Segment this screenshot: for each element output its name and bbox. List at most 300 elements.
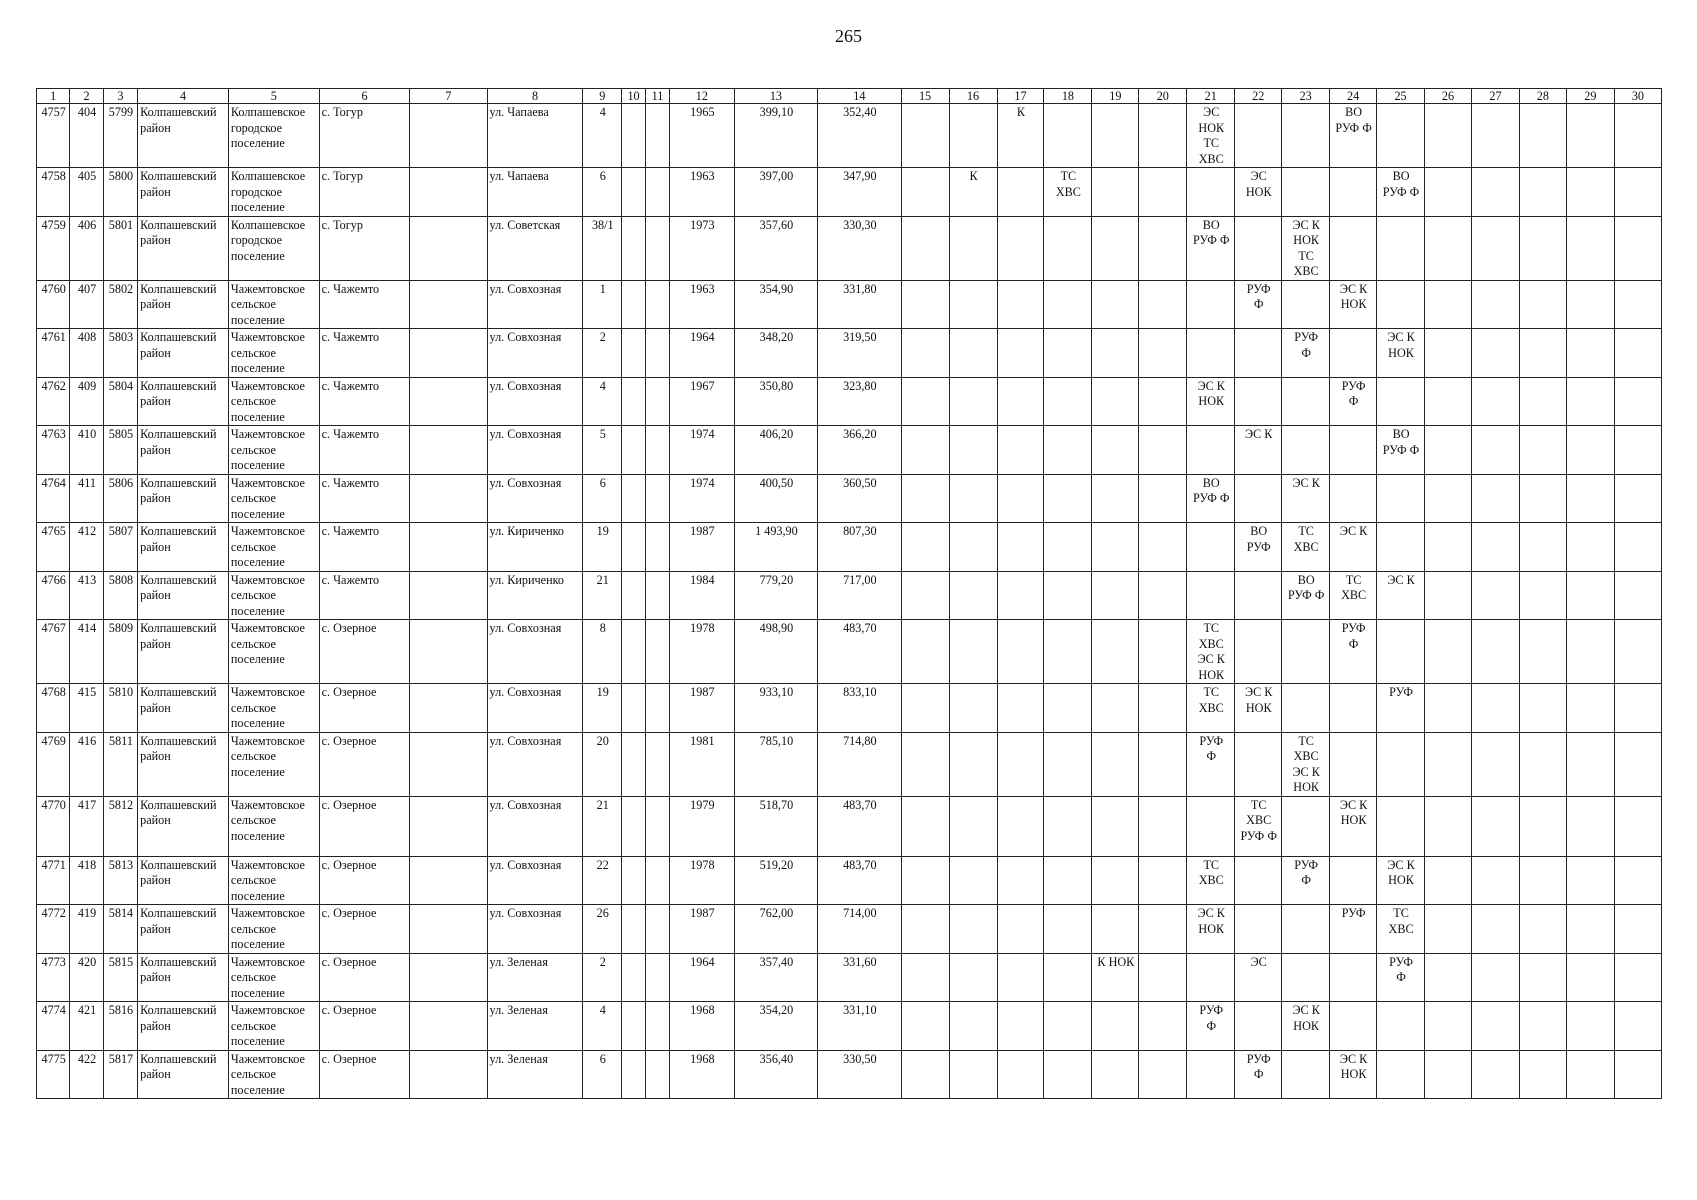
cell-col-13: 354,20: [734, 1002, 817, 1051]
cell-col-14: 331,10: [818, 1002, 901, 1051]
cell-col-5: Чажемтовское сельское поселение: [228, 856, 319, 905]
cell-col-19: [1092, 474, 1139, 523]
cell-col-26: [1425, 620, 1472, 684]
cell-col-24: [1330, 684, 1377, 733]
cell-col-3: 5811: [103, 732, 137, 796]
cell-col-18: [1044, 329, 1092, 378]
cell-col-1: 4758: [37, 168, 70, 217]
cell-col-5: Чажемтовское сельское поселение: [228, 571, 319, 620]
column-header-24: 24: [1330, 89, 1377, 104]
cell-col-9: 19: [583, 684, 622, 733]
cell-col-7: [410, 104, 487, 168]
cell-col-9: 22: [583, 856, 622, 905]
cell-col-11: [646, 523, 670, 572]
cell-col-23: ТС ХВС: [1282, 523, 1330, 572]
cell-col-9: 21: [583, 571, 622, 620]
column-header-21: 21: [1187, 89, 1235, 104]
cell-col-15: [901, 426, 949, 475]
cell-col-12: 1974: [670, 474, 735, 523]
cell-col-28: [1519, 523, 1566, 572]
cell-col-27: [1471, 329, 1519, 378]
table-row: [37, 953, 1662, 1002]
cell-col-14: 352,40: [818, 104, 901, 168]
column-header-8: 8: [487, 89, 583, 104]
cell-col-20: [1139, 280, 1187, 329]
cell-col-17: [997, 377, 1044, 426]
table-row: [37, 168, 1662, 217]
cell-col-16: [949, 426, 997, 475]
cell-col-13: 348,20: [734, 329, 817, 378]
column-header-6: 6: [319, 89, 410, 104]
cell-col-15: [901, 856, 949, 905]
cell-col-1: 4775: [37, 1050, 70, 1099]
cell-col-5: Чажемтовское сельское поселение: [228, 1002, 319, 1051]
cell-col-23: [1282, 1050, 1330, 1099]
cell-col-30: [1614, 329, 1661, 378]
cell-col-25: [1377, 104, 1425, 168]
cell-col-11: [646, 732, 670, 796]
cell-col-3: 5813: [103, 856, 137, 905]
cell-col-12: 1987: [670, 684, 735, 733]
cell-col-23: [1282, 426, 1330, 475]
cell-col-2: 413: [70, 571, 103, 620]
table-row: [37, 905, 1662, 954]
cell-col-13: 357,40: [734, 953, 817, 1002]
cell-col-13: 400,50: [734, 474, 817, 523]
cell-col-19: [1092, 280, 1139, 329]
cell-col-12: 1978: [670, 620, 735, 684]
cell-col-18: [1044, 953, 1092, 1002]
table-row: [37, 571, 1662, 620]
cell-col-24: ТС ХВС: [1330, 571, 1377, 620]
cell-col-2: 405: [70, 168, 103, 217]
cell-col-18: ТС ХВС: [1044, 168, 1092, 217]
cell-col-15: [901, 329, 949, 378]
cell-col-29: [1566, 732, 1614, 796]
cell-col-1: 4757: [37, 104, 70, 168]
cell-col-27: [1471, 168, 1519, 217]
cell-col-11: [646, 1002, 670, 1051]
cell-col-26: [1425, 474, 1472, 523]
cell-col-3: 5816: [103, 1002, 137, 1051]
cell-col-7: [410, 377, 487, 426]
cell-col-24: РУФ: [1330, 905, 1377, 954]
cell-col-15: [901, 104, 949, 168]
cell-col-12: 1968: [670, 1002, 735, 1051]
cell-col-25: [1377, 732, 1425, 796]
cell-col-21: [1187, 426, 1235, 475]
cell-col-26: [1425, 571, 1472, 620]
cell-col-16: [949, 1002, 997, 1051]
column-header-29: 29: [1566, 89, 1614, 104]
cell-col-14: 714,80: [818, 732, 901, 796]
cell-col-7: [410, 426, 487, 475]
cell-col-3: 5808: [103, 571, 137, 620]
cell-col-5: Колпашевское городское поселение: [228, 168, 319, 217]
cell-col-1: 4767: [37, 620, 70, 684]
cell-col-29: [1566, 377, 1614, 426]
cell-col-21: [1187, 329, 1235, 378]
cell-col-10: [622, 377, 646, 426]
cell-col-27: [1471, 523, 1519, 572]
cell-col-3: 5800: [103, 168, 137, 217]
cell-col-26: [1425, 684, 1472, 733]
cell-col-22: [1235, 1002, 1282, 1051]
cell-col-30: [1614, 684, 1661, 733]
column-header-11: 11: [646, 89, 670, 104]
cell-col-6: с. Чажемто: [319, 329, 410, 378]
cell-col-19: [1092, 1002, 1139, 1051]
cell-col-30: [1614, 1050, 1661, 1099]
cell-col-12: 1973: [670, 216, 735, 280]
cell-col-18: [1044, 856, 1092, 905]
cell-col-24: [1330, 1002, 1377, 1051]
cell-col-10: [622, 474, 646, 523]
cell-col-4: Колпашевский район: [138, 474, 229, 523]
cell-col-14: 331,60: [818, 953, 901, 1002]
cell-col-12: 1978: [670, 856, 735, 905]
cell-col-11: [646, 796, 670, 856]
cell-col-15: [901, 953, 949, 1002]
cell-col-6: с. Озерное: [319, 905, 410, 954]
cell-col-5: Чажемтовское сельское поселение: [228, 620, 319, 684]
cell-col-21: ВО РУФ Ф: [1187, 216, 1235, 280]
column-header-28: 28: [1519, 89, 1566, 104]
cell-col-20: [1139, 104, 1187, 168]
cell-col-5: Колпашевское городское поселение: [228, 104, 319, 168]
cell-col-23: [1282, 377, 1330, 426]
cell-col-2: 407: [70, 280, 103, 329]
cell-col-21: ВО РУФ Ф: [1187, 474, 1235, 523]
cell-col-25: ТС ХВС: [1377, 905, 1425, 954]
table-row: [37, 377, 1662, 426]
cell-col-22: ЭС: [1235, 953, 1282, 1002]
cell-col-28: [1519, 104, 1566, 168]
cell-col-22: [1235, 377, 1282, 426]
cell-col-27: [1471, 953, 1519, 1002]
cell-col-22: РУФ Ф: [1235, 280, 1282, 329]
cell-col-29: [1566, 104, 1614, 168]
cell-col-6: с. Чажемто: [319, 474, 410, 523]
cell-col-4: Колпашевский район: [138, 280, 229, 329]
cell-col-2: 420: [70, 953, 103, 1002]
cell-col-14: 833,10: [818, 684, 901, 733]
cell-col-29: [1566, 523, 1614, 572]
cell-col-9: 6: [583, 474, 622, 523]
cell-col-4: Колпашевский район: [138, 329, 229, 378]
cell-col-2: 414: [70, 620, 103, 684]
cell-col-1: 4768: [37, 684, 70, 733]
cell-col-21: [1187, 523, 1235, 572]
cell-col-5: Чажемтовское сельское поселение: [228, 329, 319, 378]
cell-col-26: [1425, 280, 1472, 329]
cell-col-28: [1519, 280, 1566, 329]
table-row: [37, 280, 1662, 329]
cell-col-12: 1963: [670, 280, 735, 329]
cell-col-29: [1566, 571, 1614, 620]
cell-col-9: 4: [583, 104, 622, 168]
cell-col-21: [1187, 953, 1235, 1002]
cell-col-29: [1566, 216, 1614, 280]
cell-col-19: [1092, 796, 1139, 856]
cell-col-20: [1139, 905, 1187, 954]
cell-col-24: [1330, 216, 1377, 280]
cell-col-4: Колпашевский район: [138, 684, 229, 733]
housing-register-table: [36, 88, 1662, 1099]
cell-col-20: [1139, 329, 1187, 378]
cell-col-9: 20: [583, 732, 622, 796]
cell-col-27: [1471, 1050, 1519, 1099]
cell-col-28: [1519, 732, 1566, 796]
cell-col-17: [997, 905, 1044, 954]
cell-col-16: [949, 474, 997, 523]
cell-col-19: [1092, 684, 1139, 733]
cell-col-1: 4761: [37, 329, 70, 378]
column-header-25: 25: [1377, 89, 1425, 104]
cell-col-12: 1979: [670, 796, 735, 856]
cell-col-15: [901, 1050, 949, 1099]
cell-col-13: 356,40: [734, 1050, 817, 1099]
cell-col-19: К НОК: [1092, 953, 1139, 1002]
cell-col-9: 8: [583, 620, 622, 684]
table-row: [37, 732, 1662, 796]
cell-col-7: [410, 1002, 487, 1051]
cell-col-18: [1044, 684, 1092, 733]
cell-col-14: 483,70: [818, 856, 901, 905]
cell-col-29: [1566, 280, 1614, 329]
cell-col-16: [949, 796, 997, 856]
cell-col-28: [1519, 856, 1566, 905]
cell-col-26: [1425, 1002, 1472, 1051]
cell-col-10: [622, 684, 646, 733]
cell-col-10: [622, 280, 646, 329]
cell-col-1: 4773: [37, 953, 70, 1002]
cell-col-25: [1377, 1050, 1425, 1099]
cell-col-17: [997, 571, 1044, 620]
cell-col-15: [901, 620, 949, 684]
cell-col-13: 519,20: [734, 856, 817, 905]
cell-col-25: ВО РУФ Ф: [1377, 168, 1425, 217]
cell-col-2: 406: [70, 216, 103, 280]
cell-col-13: 350,80: [734, 377, 817, 426]
cell-col-9: 2: [583, 953, 622, 1002]
cell-col-4: Колпашевский район: [138, 168, 229, 217]
cell-col-23: [1282, 104, 1330, 168]
cell-col-20: [1139, 953, 1187, 1002]
cell-col-11: [646, 426, 670, 475]
cell-col-18: [1044, 796, 1092, 856]
cell-col-10: [622, 168, 646, 217]
cell-col-26: [1425, 523, 1472, 572]
cell-col-5: Чажемтовское сельское поселение: [228, 280, 319, 329]
cell-col-9: 21: [583, 796, 622, 856]
column-header-9: 9: [583, 89, 622, 104]
cell-col-27: [1471, 905, 1519, 954]
cell-col-26: [1425, 216, 1472, 280]
column-header-15: 15: [901, 89, 949, 104]
cell-col-4: Колпашевский район: [138, 426, 229, 475]
cell-col-6: с. Озерное: [319, 953, 410, 1002]
cell-col-1: 4763: [37, 426, 70, 475]
cell-col-29: [1566, 856, 1614, 905]
cell-col-13: 498,90: [734, 620, 817, 684]
cell-col-22: [1235, 620, 1282, 684]
cell-col-2: 419: [70, 905, 103, 954]
cell-col-27: [1471, 571, 1519, 620]
cell-col-27: [1471, 620, 1519, 684]
cell-col-10: [622, 796, 646, 856]
cell-col-2: 411: [70, 474, 103, 523]
cell-col-30: [1614, 280, 1661, 329]
cell-col-3: 5801: [103, 216, 137, 280]
cell-col-27: [1471, 1002, 1519, 1051]
cell-col-13: 762,00: [734, 905, 817, 954]
cell-col-8: ул. Зеленая: [487, 1050, 583, 1099]
cell-col-20: [1139, 474, 1187, 523]
cell-col-21: [1187, 571, 1235, 620]
cell-col-24: РУФ Ф: [1330, 377, 1377, 426]
cell-col-6: с. Чажемто: [319, 377, 410, 426]
cell-col-21: ЭС К НОК: [1187, 905, 1235, 954]
cell-col-6: с. Чажемто: [319, 523, 410, 572]
cell-col-15: [901, 377, 949, 426]
cell-col-8: ул. Совхозная: [487, 329, 583, 378]
cell-col-7: [410, 523, 487, 572]
cell-col-20: [1139, 377, 1187, 426]
cell-col-18: [1044, 377, 1092, 426]
cell-col-28: [1519, 684, 1566, 733]
cell-col-11: [646, 329, 670, 378]
cell-col-25: [1377, 796, 1425, 856]
column-header-7: 7: [410, 89, 487, 104]
cell-col-16: [949, 377, 997, 426]
cell-col-8: ул. Зеленая: [487, 953, 583, 1002]
cell-col-20: [1139, 571, 1187, 620]
cell-col-16: [949, 104, 997, 168]
cell-col-16: [949, 684, 997, 733]
cell-col-29: [1566, 168, 1614, 217]
cell-col-21: [1187, 796, 1235, 856]
cell-col-24: [1330, 329, 1377, 378]
cell-col-4: Колпашевский район: [138, 1002, 229, 1051]
cell-col-7: [410, 571, 487, 620]
cell-col-1: 4771: [37, 856, 70, 905]
cell-col-12: 1967: [670, 377, 735, 426]
cell-col-6: с. Озерное: [319, 796, 410, 856]
cell-col-3: 5799: [103, 104, 137, 168]
cell-col-22: [1235, 474, 1282, 523]
cell-col-16: [949, 523, 997, 572]
cell-col-16: [949, 953, 997, 1002]
cell-col-25: ЭС К НОК: [1377, 329, 1425, 378]
cell-col-14: 483,70: [818, 620, 901, 684]
cell-col-2: 410: [70, 426, 103, 475]
cell-col-23: [1282, 905, 1330, 954]
cell-col-5: Чажемтовское сельское поселение: [228, 523, 319, 572]
cell-col-3: 5809: [103, 620, 137, 684]
column-header-30: 30: [1614, 89, 1661, 104]
cell-col-9: 6: [583, 168, 622, 217]
cell-col-2: 421: [70, 1002, 103, 1051]
cell-col-12: 1968: [670, 1050, 735, 1099]
cell-col-26: [1425, 329, 1472, 378]
column-header-2: 2: [70, 89, 103, 104]
table-body: [37, 104, 1662, 1099]
cell-col-21: ЭС НОК ТС ХВС: [1187, 104, 1235, 168]
cell-col-4: Колпашевский район: [138, 953, 229, 1002]
cell-col-23: РУФ Ф: [1282, 329, 1330, 378]
cell-col-12: 1974: [670, 426, 735, 475]
column-header-10: 10: [622, 89, 646, 104]
cell-col-22: [1235, 216, 1282, 280]
cell-col-17: [997, 1050, 1044, 1099]
cell-col-28: [1519, 796, 1566, 856]
cell-col-19: [1092, 620, 1139, 684]
cell-col-10: [622, 104, 646, 168]
cell-col-24: [1330, 732, 1377, 796]
cell-col-22: [1235, 329, 1282, 378]
cell-col-20: [1139, 216, 1187, 280]
cell-col-8: ул. Совхозная: [487, 280, 583, 329]
cell-col-19: [1092, 377, 1139, 426]
cell-col-25: [1377, 523, 1425, 572]
column-header-17: 17: [997, 89, 1044, 104]
cell-col-7: [410, 796, 487, 856]
column-header-20: 20: [1139, 89, 1187, 104]
cell-col-19: [1092, 168, 1139, 217]
column-header-16: 16: [949, 89, 997, 104]
cell-col-16: [949, 280, 997, 329]
cell-col-12: 1987: [670, 905, 735, 954]
cell-col-8: ул. Совхозная: [487, 426, 583, 475]
cell-col-14: 360,50: [818, 474, 901, 523]
cell-col-8: ул. Совхозная: [487, 732, 583, 796]
cell-col-30: [1614, 856, 1661, 905]
cell-col-10: [622, 523, 646, 572]
cell-col-22: ЭС К НОК: [1235, 684, 1282, 733]
cell-col-14: 714,00: [818, 905, 901, 954]
cell-col-6: с. Чажемто: [319, 280, 410, 329]
cell-col-14: 347,90: [818, 168, 901, 217]
cell-col-17: [997, 474, 1044, 523]
cell-col-30: [1614, 1002, 1661, 1051]
cell-col-6: с. Чажемто: [319, 571, 410, 620]
cell-col-6: с. Озерное: [319, 1002, 410, 1051]
cell-col-15: [901, 216, 949, 280]
cell-col-13: 397,00: [734, 168, 817, 217]
cell-col-28: [1519, 571, 1566, 620]
cell-col-9: 6: [583, 1050, 622, 1099]
cell-col-4: Колпашевский район: [138, 377, 229, 426]
cell-col-3: 5805: [103, 426, 137, 475]
cell-col-17: [997, 216, 1044, 280]
cell-col-12: 1987: [670, 523, 735, 572]
cell-col-28: [1519, 1002, 1566, 1051]
cell-col-1: 4765: [37, 523, 70, 572]
cell-col-30: [1614, 905, 1661, 954]
cell-col-26: [1425, 856, 1472, 905]
cell-col-17: [997, 796, 1044, 856]
cell-col-30: [1614, 426, 1661, 475]
column-header-27: 27: [1471, 89, 1519, 104]
cell-col-8: ул. Совхозная: [487, 796, 583, 856]
cell-col-18: [1044, 523, 1092, 572]
cell-col-5: Чажемтовское сельское поселение: [228, 796, 319, 856]
cell-col-3: 5817: [103, 1050, 137, 1099]
cell-col-16: К: [949, 168, 997, 217]
cell-col-12: 1965: [670, 104, 735, 168]
cell-col-23: [1282, 168, 1330, 217]
